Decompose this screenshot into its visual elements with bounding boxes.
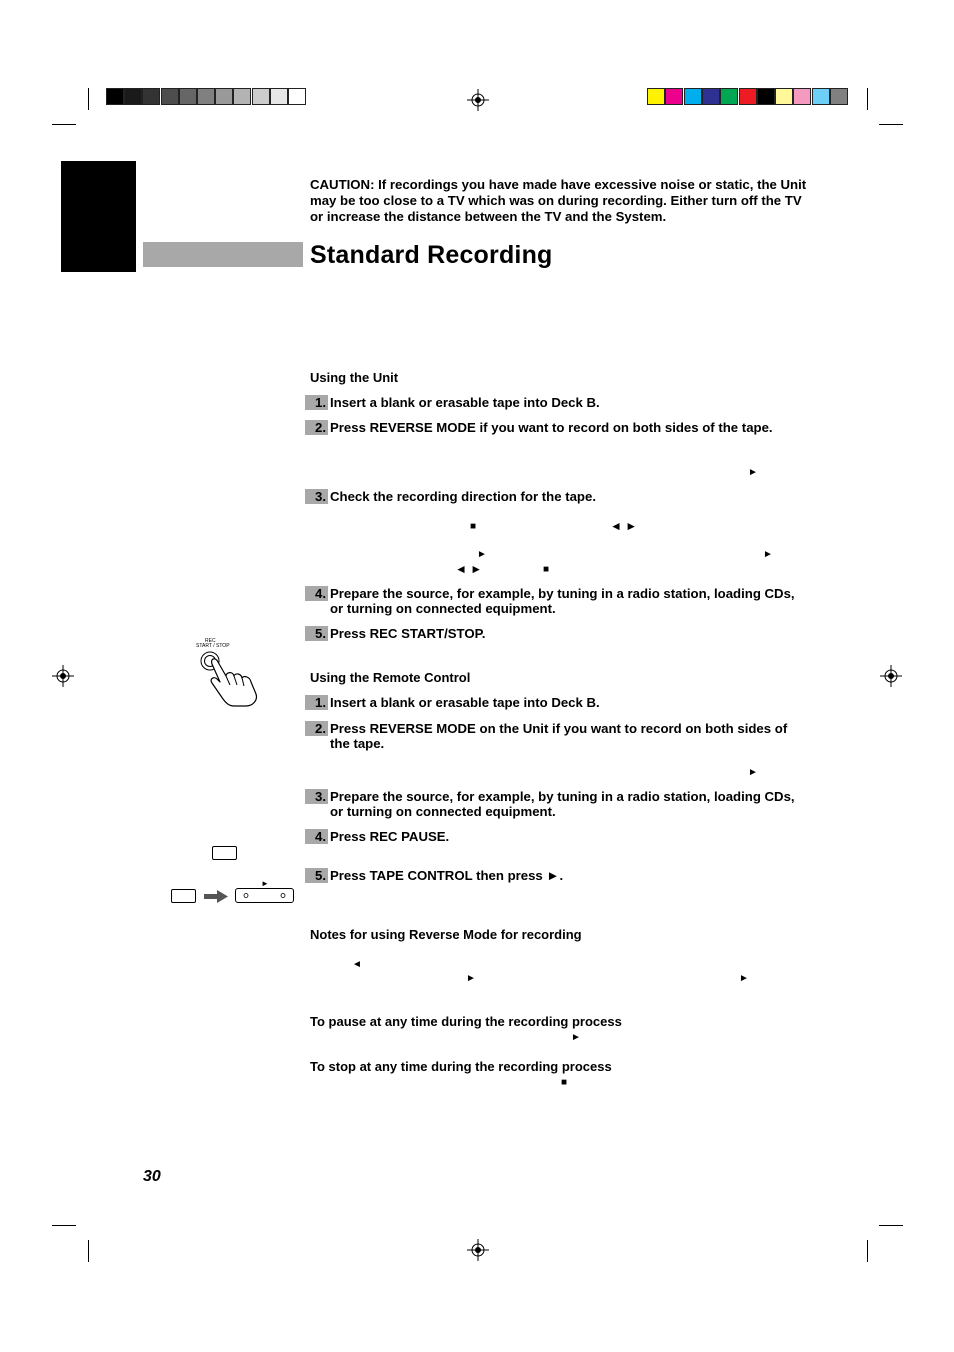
pause-heading: To pause at any time during the recording process	[310, 1014, 622, 1029]
remote-step-3	[305, 789, 805, 819]
stop-icon: ■	[543, 564, 550, 575]
step-text: Check the recording direction for the tape.	[330, 489, 596, 504]
step-text: Press REVERSE MODE on the Unit if you want to record on both sides of the tape.	[330, 721, 788, 751]
step-text: Press REC PAUSE.	[330, 829, 450, 844]
tape-control-button-icon	[171, 889, 196, 903]
reverse-icon: ◄	[352, 959, 362, 970]
color-swatch	[684, 88, 702, 105]
hand-pressing-button-icon	[196, 650, 260, 708]
grayscale-swatch	[252, 88, 270, 105]
color-swatch	[793, 88, 811, 105]
step-number: 5.	[305, 868, 328, 883]
unit-step-2	[305, 420, 805, 435]
step-number: 5.	[305, 626, 328, 641]
registration-mark-icon	[467, 1239, 489, 1261]
crop-mark	[867, 88, 868, 110]
grayscale-swatch	[288, 88, 306, 105]
grayscale-swatch	[124, 88, 142, 105]
step-text: Press TAPE CONTROL then press ►.	[330, 868, 564, 883]
remote-step-2	[305, 721, 805, 751]
color-swatch	[665, 88, 683, 105]
step-text: Insert a blank or erasable tape into Deck B.	[330, 695, 600, 710]
color-swatch	[739, 88, 757, 105]
notes-heading: Notes for using Reverse Mode for recording	[310, 927, 582, 942]
color-swatch	[702, 88, 720, 105]
play-button-icon	[235, 888, 294, 903]
step-text: Insert a blank or erasable tape into Deck B.	[330, 395, 600, 410]
play-icon: ►	[477, 549, 487, 560]
caution-text: CAUTION: If recordings you have made have excessive noise or static, the Unit may be too close to a TV which was on during recording. Either turn off the TV or increase the distance between the TV and the System.	[310, 177, 807, 224]
play-icon: ►	[763, 549, 773, 560]
grayscale-swatch	[179, 88, 197, 105]
grayscale-swatch	[270, 88, 288, 105]
unit-section-heading: Using the Unit	[310, 370, 399, 385]
step-text: Prepare the source, for example, by tuning in a radio station, loading CDs, or turning on connected equipment.	[330, 586, 795, 616]
reverse-mode-icon: ◄ ►	[455, 562, 483, 576]
registration-mark-icon	[52, 665, 74, 687]
crop-mark	[879, 124, 903, 125]
page-title: Standard Recording	[310, 241, 553, 269]
grayscale-swatch	[197, 88, 215, 105]
crop-mark	[879, 1225, 903, 1226]
stop-icon: ■	[470, 521, 477, 532]
unit-step-5	[305, 626, 805, 641]
color-swatch	[647, 88, 665, 105]
start-stop-label: START / STOP	[196, 643, 230, 649]
step-text: Press REVERSE MODE if you want to record on both sides of the tape.	[330, 420, 773, 435]
remote-step-4	[305, 829, 805, 844]
step-text: Press REC START/STOP.	[330, 626, 486, 641]
grayscale-swatch	[233, 88, 251, 105]
crop-mark	[88, 88, 89, 110]
page-number: 30	[143, 1168, 161, 1185]
play-icon: ►	[748, 467, 758, 478]
grayscale-swatch	[106, 88, 124, 105]
arrow-right-icon	[203, 889, 229, 904]
play-icon: ►	[466, 973, 476, 984]
crop-mark	[867, 1240, 868, 1262]
play-icon: ►	[571, 1032, 581, 1043]
grayscale-swatch	[161, 88, 179, 105]
remote-section-heading: Using the Remote Control	[310, 670, 471, 685]
step-number: 4.	[305, 586, 328, 601]
play-icon: ►	[748, 767, 758, 778]
section-tab	[61, 161, 136, 272]
unit-step-1	[305, 395, 805, 410]
color-swatch	[720, 88, 738, 105]
grayscale-swatch	[215, 88, 233, 105]
crop-mark	[88, 1240, 89, 1262]
registration-mark-icon	[880, 665, 902, 687]
step-number: 1.	[305, 395, 328, 410]
step-number: 3.	[305, 789, 328, 804]
color-swatch	[830, 88, 848, 105]
color-swatch	[757, 88, 775, 105]
crop-mark	[52, 1225, 76, 1226]
rec-label: REC	[205, 638, 216, 644]
unit-step-4	[305, 586, 805, 616]
stop-heading: To stop at any time during the recording process	[310, 1059, 612, 1074]
unit-step-3	[305, 489, 805, 504]
color-swatch	[812, 88, 830, 105]
heading-bar	[143, 242, 303, 267]
crop-mark	[52, 124, 76, 125]
stop-icon: ■	[561, 1077, 568, 1088]
play-icon: ►	[739, 973, 749, 984]
reverse-mode-icon: ◄ ►	[610, 519, 638, 533]
step-number: 1.	[305, 695, 328, 710]
step-text: Prepare the source, for example, by tuning in a radio station, loading CDs, or turning on connected equipment.	[330, 789, 795, 819]
grayscale-swatch	[142, 88, 160, 105]
remote-step-5	[305, 868, 805, 883]
color-swatch	[775, 88, 793, 105]
play-icon: ►	[261, 879, 269, 888]
step-number: 3.	[305, 489, 328, 504]
rec-pause-button-icon	[212, 846, 237, 860]
remote-step-1	[305, 695, 805, 710]
step-number: 2.	[305, 721, 328, 736]
step-number: 2.	[305, 420, 328, 435]
registration-mark-icon	[467, 89, 489, 111]
step-number: 4.	[305, 829, 328, 844]
